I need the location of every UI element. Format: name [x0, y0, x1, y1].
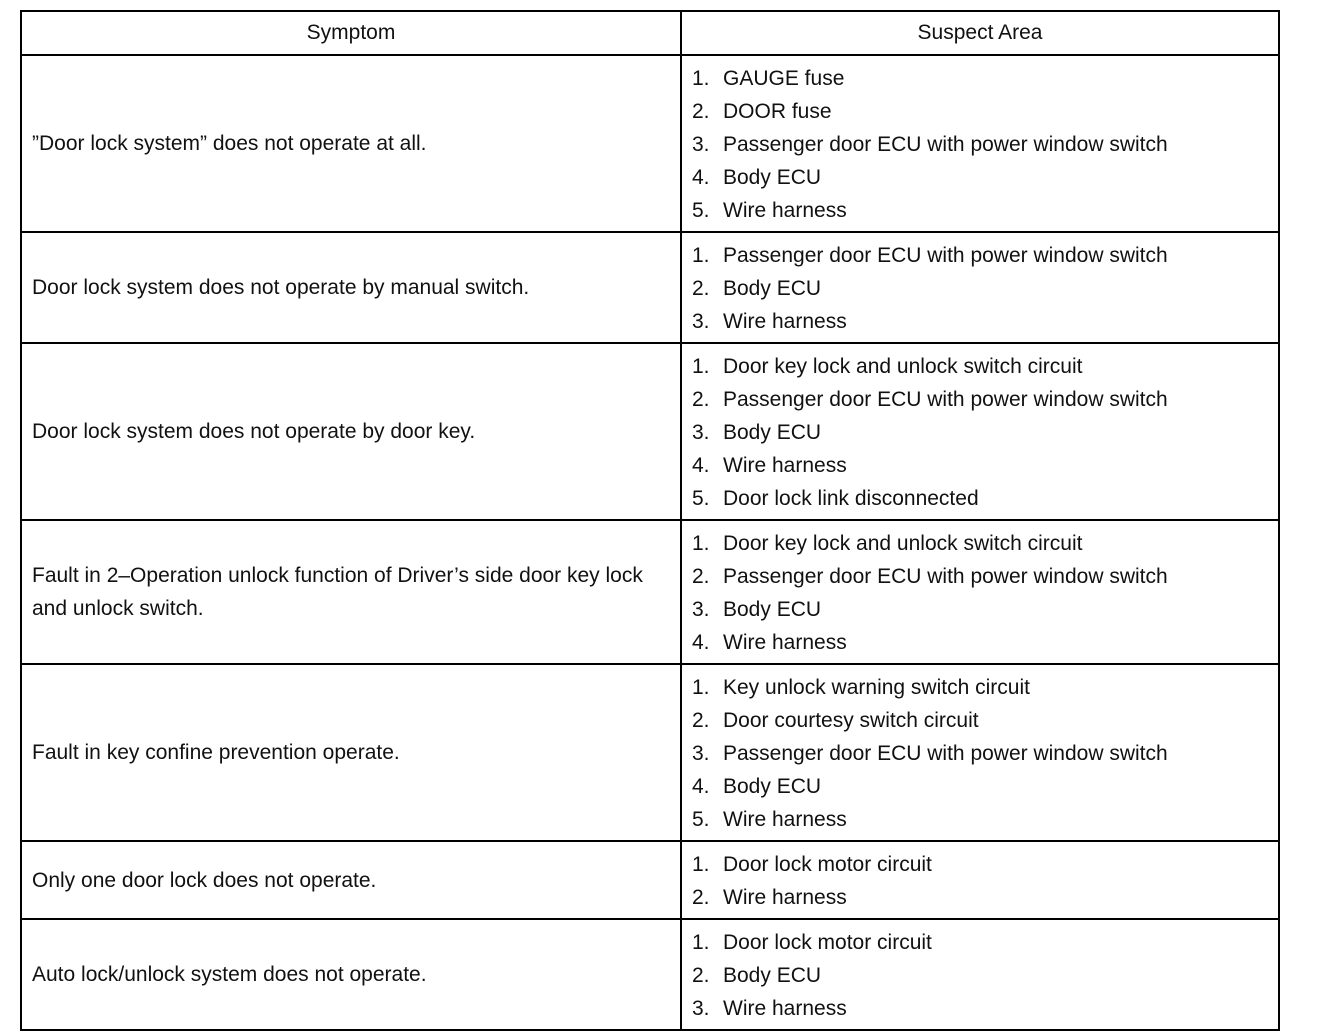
list-item-text: Body ECU	[723, 277, 822, 300]
list-item	[692, 161, 1270, 194]
list-item-text: Body ECU	[723, 775, 822, 798]
table-row	[21, 343, 1279, 520]
list-item-text: Door key lock and unlock switch circuit	[723, 532, 1083, 555]
symptom-cell: Fault in key confine prevention operate.	[21, 664, 681, 841]
list-item-number: 1.	[692, 355, 710, 378]
list-item-number: 2.	[692, 388, 710, 411]
list-item-number: 5.	[692, 487, 710, 510]
suspect-area-cell	[681, 55, 1279, 232]
table-row	[21, 841, 1279, 919]
list-item	[692, 482, 1270, 515]
list-item-text: Wire harness	[723, 886, 847, 909]
list-item	[692, 128, 1270, 161]
list-item-text: Passenger door ECU with power window switch	[723, 244, 1168, 267]
symptom-cell: ”Door lock system” does not operate at all.	[21, 55, 681, 232]
list-item	[692, 671, 1270, 704]
list-item-number: 4.	[692, 166, 710, 189]
list-item	[692, 803, 1270, 836]
list-item	[692, 926, 1270, 959]
list-item-number: 1.	[692, 67, 710, 90]
table-row	[21, 919, 1279, 1030]
list-item-number: 2.	[692, 709, 710, 732]
list-item	[692, 527, 1270, 560]
list-item	[692, 992, 1270, 1025]
list-item-text: Passenger door ECU with power window switch	[723, 133, 1168, 156]
symptom-cell: Door lock system does not operate by door key.	[21, 343, 681, 520]
list-item-number: 4.	[692, 775, 710, 798]
suspect-area-cell	[681, 664, 1279, 841]
list-item-text: Passenger door ECU with power window switch	[723, 565, 1168, 588]
list-item-number: 2.	[692, 100, 710, 123]
symptom-cell: Auto lock/unlock system does not operate.	[21, 919, 681, 1030]
list-item-number: 3.	[692, 742, 710, 765]
list-item	[692, 194, 1270, 227]
list-item	[692, 272, 1270, 305]
symptom-cell: Only one door lock does not operate.	[21, 841, 681, 919]
list-item-number: 1.	[692, 676, 710, 699]
suspect-area-list	[692, 62, 1270, 227]
list-item-text: Body ECU	[723, 598, 822, 621]
suspect-area-list	[692, 239, 1270, 338]
suspect-area-cell	[681, 919, 1279, 1030]
list-item	[692, 560, 1270, 593]
list-item-number: 5.	[692, 808, 710, 831]
list-item-number: 2.	[692, 565, 710, 588]
suspect-area-column-header: Suspect Area	[681, 11, 1279, 55]
suspect-area-list	[692, 671, 1270, 836]
table-row	[21, 520, 1279, 664]
suspect-area-list	[692, 848, 1270, 914]
list-item-text: Passenger door ECU with power window switch	[723, 742, 1168, 765]
list-item-number: 3.	[692, 133, 710, 156]
list-item-text: Door courtesy switch circuit	[723, 709, 979, 732]
list-item-number: 2.	[692, 964, 710, 987]
list-item-text: GAUGE fuse	[723, 67, 845, 90]
list-item-text: DOOR fuse	[723, 100, 832, 123]
list-item	[692, 737, 1270, 770]
suspect-area-cell	[681, 520, 1279, 664]
list-item-text: Wire harness	[723, 199, 847, 222]
list-item	[692, 881, 1270, 914]
list-item-text: Door lock link disconnected	[723, 487, 979, 510]
suspect-area-list	[692, 926, 1270, 1025]
list-item-number: 1.	[692, 853, 710, 876]
list-item	[692, 449, 1270, 482]
suspect-area-cell	[681, 232, 1279, 343]
list-item-number: 1.	[692, 532, 710, 555]
list-item	[692, 305, 1270, 338]
suspect-area-list	[692, 527, 1270, 659]
list-item-text: Door lock motor circuit	[723, 853, 932, 876]
list-item	[692, 350, 1270, 383]
list-item-text: Wire harness	[723, 454, 847, 477]
suspect-area-cell	[681, 841, 1279, 919]
list-item-number: 3.	[692, 598, 710, 621]
list-item	[692, 704, 1270, 737]
list-item-number: 1.	[692, 244, 710, 267]
symptom-cell: Fault in 2–Operation unlock function of Driver’s side door key lock and unlock switch.	[21, 520, 681, 664]
list-item-number: 4.	[692, 454, 710, 477]
list-item-text: Body ECU	[723, 166, 822, 189]
suspect-area-list	[692, 350, 1270, 515]
list-item-text: Body ECU	[723, 964, 822, 987]
list-item-text: Wire harness	[723, 310, 847, 333]
list-item-number: 3.	[692, 421, 710, 444]
list-item	[692, 770, 1270, 803]
list-item	[692, 239, 1270, 272]
list-item-text: Wire harness	[723, 808, 847, 831]
table-row	[21, 55, 1279, 232]
list-item-text: Passenger door ECU with power window switch	[723, 388, 1168, 411]
list-item-text: Door key lock and unlock switch circuit	[723, 355, 1083, 378]
list-item-number: 2.	[692, 277, 710, 300]
list-item-text: Door lock motor circuit	[723, 931, 932, 954]
table-row	[21, 232, 1279, 343]
symptom-cell: Door lock system does not operate by manual switch.	[21, 232, 681, 343]
list-item-text: Body ECU	[723, 421, 822, 444]
table-header-row	[21, 11, 1279, 55]
table-body	[21, 55, 1279, 1030]
list-item	[692, 95, 1270, 128]
list-item-number: 4.	[692, 631, 710, 654]
list-item	[692, 959, 1270, 992]
table-row	[21, 664, 1279, 841]
list-item	[692, 626, 1270, 659]
problem-symptoms-table	[20, 10, 1280, 1031]
list-item-text: Wire harness	[723, 997, 847, 1020]
list-item-text: Wire harness	[723, 631, 847, 654]
list-item	[692, 383, 1270, 416]
list-item-number: 1.	[692, 931, 710, 954]
list-item	[692, 416, 1270, 449]
list-item-text: Key unlock warning switch circuit	[723, 676, 1030, 699]
list-item-number: 5.	[692, 199, 710, 222]
suspect-area-cell	[681, 343, 1279, 520]
list-item-number: 3.	[692, 997, 710, 1020]
list-item	[692, 848, 1270, 881]
list-item	[692, 593, 1270, 626]
list-item-number: 2.	[692, 886, 710, 909]
symptom-column-header: Symptom	[21, 11, 681, 55]
list-item-number: 3.	[692, 310, 710, 333]
list-item	[692, 62, 1270, 95]
